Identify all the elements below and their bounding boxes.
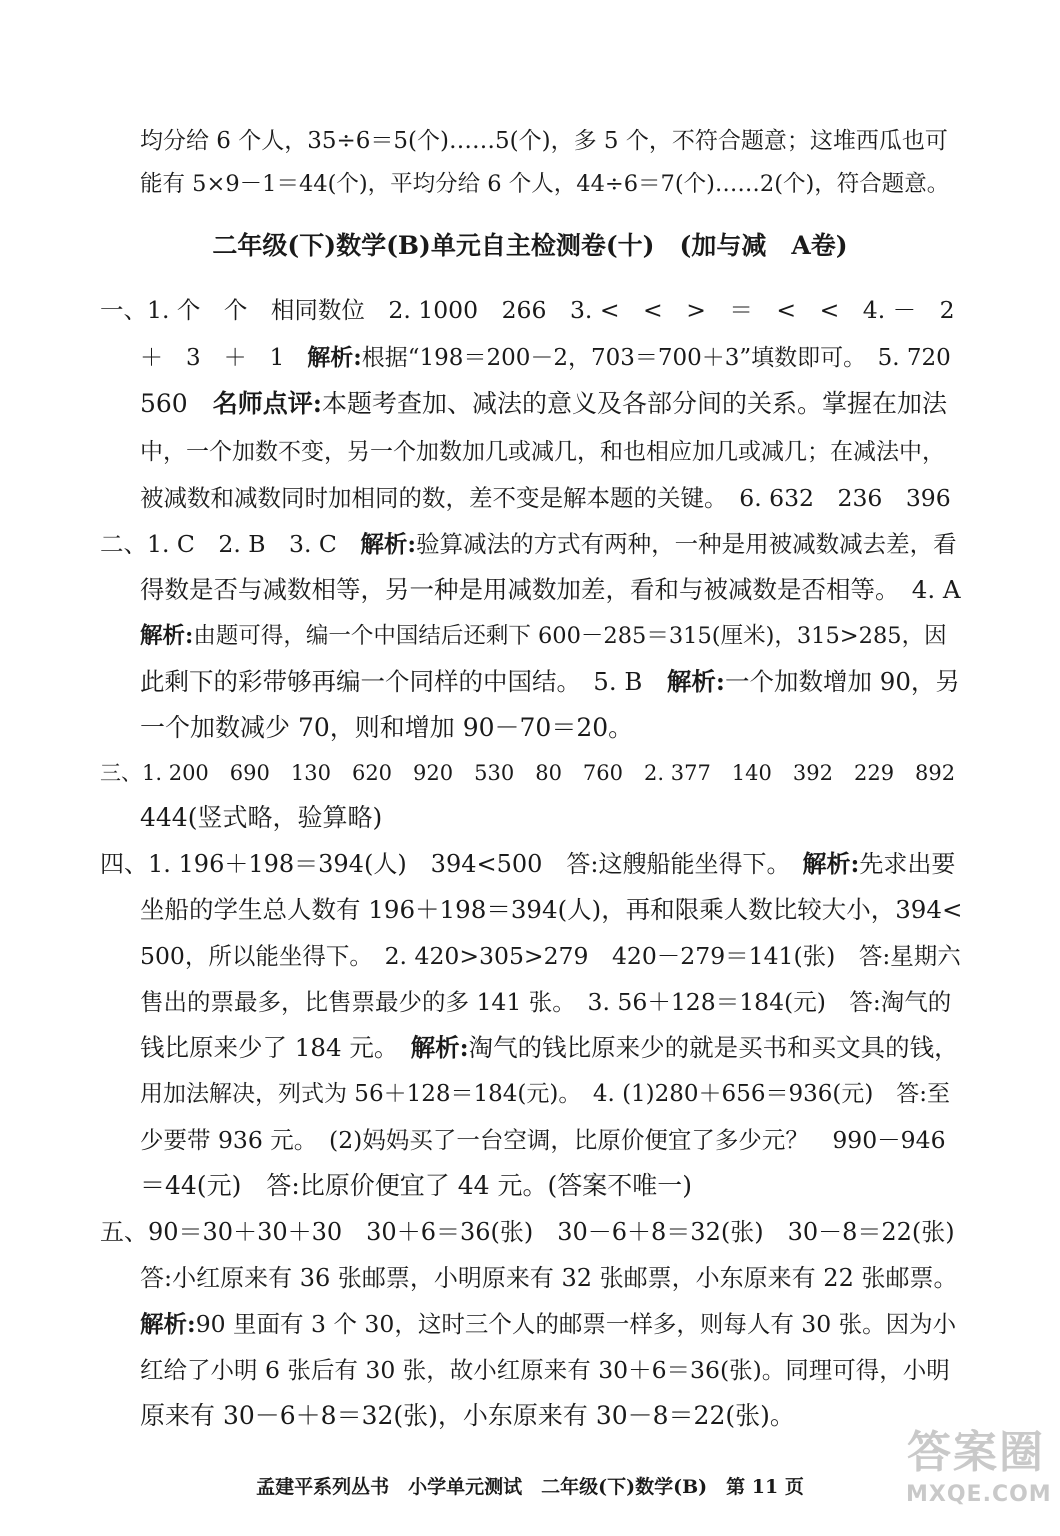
- sec3-line-1: 三、1. 200 690 130 620 920 530 80 760 2. 377 140 392 229 892: [100, 761, 956, 785]
- sec2-line-4-a: 此剩下的彩带够再编一个同样的中国结。 5. B: [140, 667, 667, 696]
- sec1-line-2-b: 根据“198＝200－2，703＝700＋3”填数即可。 5. 720: [361, 345, 951, 371]
- sec5-line-3-b: 90 里面有 3 个 30，这时三个人的邮票一样多，则每人有 30 张。因为小: [195, 1310, 957, 1338]
- sec4-line-3: 500，所以能坐得下。 2. 420>305>279 420－279＝141(张) 答:星期六: [140, 942, 961, 970]
- sec1-line-1: 一、1. 个 个 相同数位 2. 1000 266 3. < < > ＝ < < 4. － 2: [100, 296, 955, 324]
- sec2-line-4: [140, 667, 960, 697]
- analysis-label: 解析:: [802, 849, 860, 878]
- analysis-label: 解析:: [140, 1310, 196, 1338]
- sec1-line-3-a: 560: [140, 389, 213, 418]
- watermark-url: MXQE.COM: [906, 1482, 1052, 1507]
- sec1-line-2: [140, 343, 951, 373]
- sec4-line-4: 售出的票最多，比售票最少的多 141 张。 3. 56＋128＝184(元) 答:淘气的: [140, 988, 952, 1016]
- sec2-line-1-a: 二、1. C 2. B 3. C: [100, 530, 361, 558]
- analysis-label: 解析:: [410, 1033, 469, 1062]
- watermark: [906, 1424, 1052, 1520]
- sec1-line-5: 被减数和减数同时加相同的数，差不变是解本题的关键。 6. 632 236 396: [140, 484, 951, 512]
- page-title: 二年级(下)数学(B)单元自主检测卷(十) (加与减 A卷): [212, 231, 848, 260]
- page-footer: 孟建平系列丛书 小学单元测试 二年级(下)数学(B) 第 11 页: [256, 1476, 804, 1498]
- sec1-line-2-a: ＋ 3 ＋ 1: [140, 345, 308, 371]
- sec1-line-4: 中，一个加数不变，另一个加数加几或减几，和也相应加几或减几；在减法中，: [140, 439, 945, 465]
- sec4-line-2: 坐船的学生总人数有 196＋198＝394(人)，再和限乘人数比较大小，394<: [140, 895, 963, 924]
- sec2-line-1-b: 验算减法的方式有两种，一种是用被减数减去差，看: [416, 530, 957, 558]
- analysis-label: 解析:: [360, 530, 417, 558]
- sec4-line-7: 少要带 936 元。 (2)妈妈买了一台空调，比原价便宜了多少元？ 990－946: [140, 1126, 946, 1154]
- teacher-comment-label: 名师点评:: [212, 389, 322, 418]
- intro-line-2: 能有 5×9－1＝44(个)，平均分给 6 个人，44÷6＝7(个)……2(个)，符合题意。: [140, 171, 950, 197]
- sec3-line-2: 444(竖式略，验算略): [140, 803, 383, 832]
- watermark-mark: 答案圈: [907, 1427, 1045, 1478]
- sec5-line-1: 五、90＝30＋30＋30 30＋6＝36(张) 30－6＋8＝32(张) 30－8＝22(张): [100, 1218, 955, 1246]
- sec5-line-3: [140, 1309, 956, 1339]
- sec2-line-2: 得数是否与减数相等，另一种是用减数加差，看和与被减数是否相等。 4. A: [140, 575, 961, 604]
- sec4-line-1: [100, 849, 955, 879]
- sec4-line-6: 用加法解决，列式为 56＋128＝184(元)。 4. (1)280＋656＝936(元) 答:至: [140, 1081, 951, 1107]
- sec4-line-5-b: 淘气的钱比原来少的就是买书和买文具的钱，: [468, 1033, 959, 1062]
- sec2-line-5: 一个加数减少 70，则和增加 90－70＝20。: [140, 713, 634, 742]
- sec4-line-8: ＝44(元) 答:比原价便宜了 44 元。(答案不唯一): [140, 1171, 692, 1200]
- analysis-label: 解析:: [140, 623, 194, 649]
- sec5-line-5: 原来有 30－6＋8＝32(张)，小东原来有 30－8＝22(张)。: [140, 1401, 795, 1430]
- sec4-line-5-a: 钱比原来少了 184 元。: [140, 1033, 411, 1062]
- sec1-line-3-b: 本题考查加、减法的意义及各部分间的关系。掌握在加法: [321, 389, 947, 418]
- analysis-label: 解析:: [666, 667, 725, 696]
- sec5-line-2: 答:小红原来有 36 张邮票，小明原来有 32 张邮票，小东原来有 22 张邮票。: [140, 1264, 958, 1292]
- sec2-line-4-b: 一个加数增加 90，另: [724, 667, 960, 696]
- sec4-line-1-b: 先求出要: [859, 850, 956, 878]
- sec2-line-1: [100, 529, 957, 559]
- sec1-line-3: [140, 389, 947, 419]
- sec5-line-4: 红给了小明 6 张后有 30 张，故小红原来有 30＋6＝36(张)。同理可得，小明: [140, 1356, 950, 1384]
- sec2-line-3-b: 由题可得，编一个中国结后还剩下 600－285＝315(厘米)，315>285，因: [193, 623, 947, 649]
- sec4-line-5: [140, 1033, 959, 1063]
- intro-line-1: 均分给 6 个人，35÷6＝5(个)……5(个)，多 5 个，不符合题意；这堆西瓜也可: [140, 128, 948, 154]
- analysis-label: 解析:: [307, 344, 362, 371]
- sec2-line-3: [140, 621, 947, 651]
- sec4-line-1-a: 四、1. 196＋198＝394(人) 394<500 答:这艘船能坐得下。: [100, 850, 803, 878]
